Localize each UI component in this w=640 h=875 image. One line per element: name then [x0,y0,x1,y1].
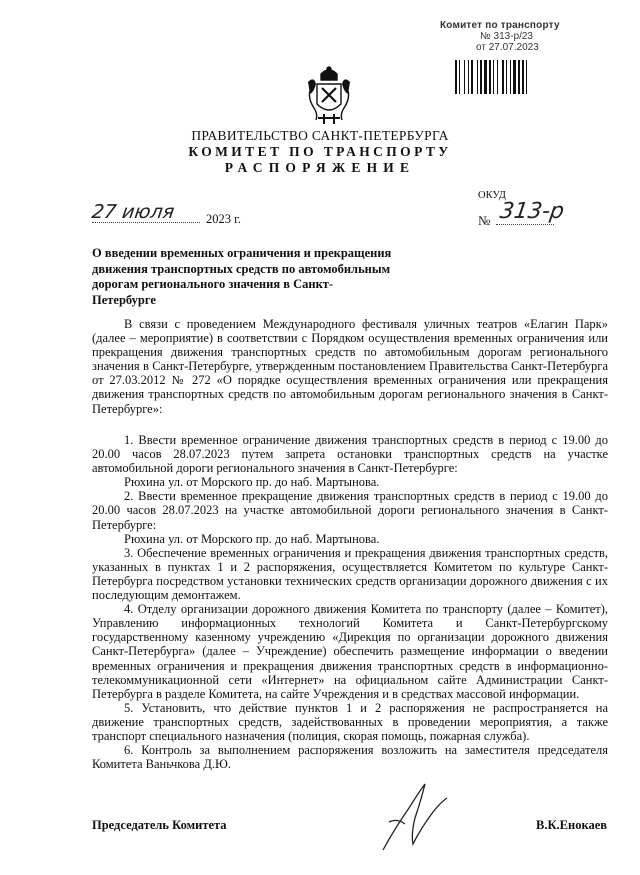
handwritten-number: 313-р [498,199,566,224]
order-item: 4. Отделу организации дорожного движения Комитета по транспорту (далее – Комитет), Управлению информационных технологий Комитета и Санкт-Петербургскому государственному казенному учреждению «Дирекция по организации дорожного движения Санкт-Петербурга» (далее – Учреждение) обеспечить размещение информации о введении временных ограничения и прекращения движения транспортных средств в информационно-телекоммуникационной сети «Интернет» на официальном сайте Администрации Санкт-Петербурга в разделе Комитета, на сайте Учреждения и в средствах массовой информации. [92,602,608,701]
government-title: ПРАВИТЕЛЬСТВО САНКТ-ПЕТЕРБУРГА [191,128,449,143]
document-subject: О введении временных ограничения и прекращения движения транспортных средств по автомобильным дорогам регионального значения в Санкт-Петербурге [92,246,392,307]
signer-role: Председатель Комитета [92,818,227,832]
number-sign: № [478,213,491,228]
document-type: РАСПОРЯЖЕНИЕ [224,160,416,175]
order-item: 5. Установить, что действие пунктов 1 и 2 распоряжения не распространяется на движение транспортных средств, задействованных в проведении мероприятия, а также транспорт специального назначения (полиция, скорая помощь, пожарная служба). [92,700,608,743]
handwritten-signature-icon [375,778,455,858]
order-items [92,433,608,771]
order-item: 2. Ввести временное прекращение движения транспортных средств в период с 19.00 до 20.00 часов 28.07.2023 на участке автомобильной дороги регионального значения в Санкт-Петербурге: [92,489,608,532]
order-item: 3. Обеспечение временных ограничения и прекращения движения транспортных средств, указанных в пунктах 1 и 2 распоряжения, осуществляется Комитетом по культуре Санкт-Петербурга посредством установки технических средств организации дорожного движения с их последующим демонтажем. [92,545,608,603]
handwritten-date: 27 июля [90,201,176,223]
stamp-line-1: Комитет по транспорту [440,20,560,31]
stamp-line-3: от 27.07.2023 [476,42,539,53]
number-line [496,224,554,225]
order-item: 6. Контроль за выполнением распоряжения возложить на заместителя председателя Комитета Ваньчкова Д.Ю. [92,743,608,772]
preamble [92,317,608,416]
okud-label: ОКУД [478,190,506,201]
barcode-icon [455,60,580,94]
signer-name: В.К.Енокаев [536,818,608,832]
document-year: 2023 г. [206,212,241,226]
stamp-line-2: № 313-р/23 [480,31,533,42]
order-item: 1. Ввести временное ограничение движения транспортных средств в период с 19.00 до 20.00 часов 28.07.2023 путем запрета остановки транспортных средств на участке автомобильной дороги регионального значения в Санкт-Петербурге: [92,433,608,476]
coat-of-arms-icon [306,64,352,126]
order-item: Рюхина ул. от Морского пр. до наб. Мартынова. [124,531,380,546]
preamble-text: В связи с проведением Международного фестиваля уличных театров «Елагин Парк» (далее – мероприятие) в соответствии с Порядком осуществления временных ограничения или прекращения движения транспортных средств по автомобильным дорогам регионального значения в Санкт-Петербурге, утвержденным постановлением Правительства Санкт-Петербурга от 27.03.2012 № 272 «О порядке осуществления временных ограничения или прекращения движения транспортных средств по автомобильным дорогам регионального значения в Санкт-Петербурге»: [92,317,608,416]
registration-stamp [440,20,580,53]
date-line [92,222,200,223]
order-item: Рюхина ул. от Морского пр. до наб. Мартынова. [124,475,380,490]
committee-title: КОМИТЕТ ПО ТРАНСПОРТУ [188,144,452,159]
